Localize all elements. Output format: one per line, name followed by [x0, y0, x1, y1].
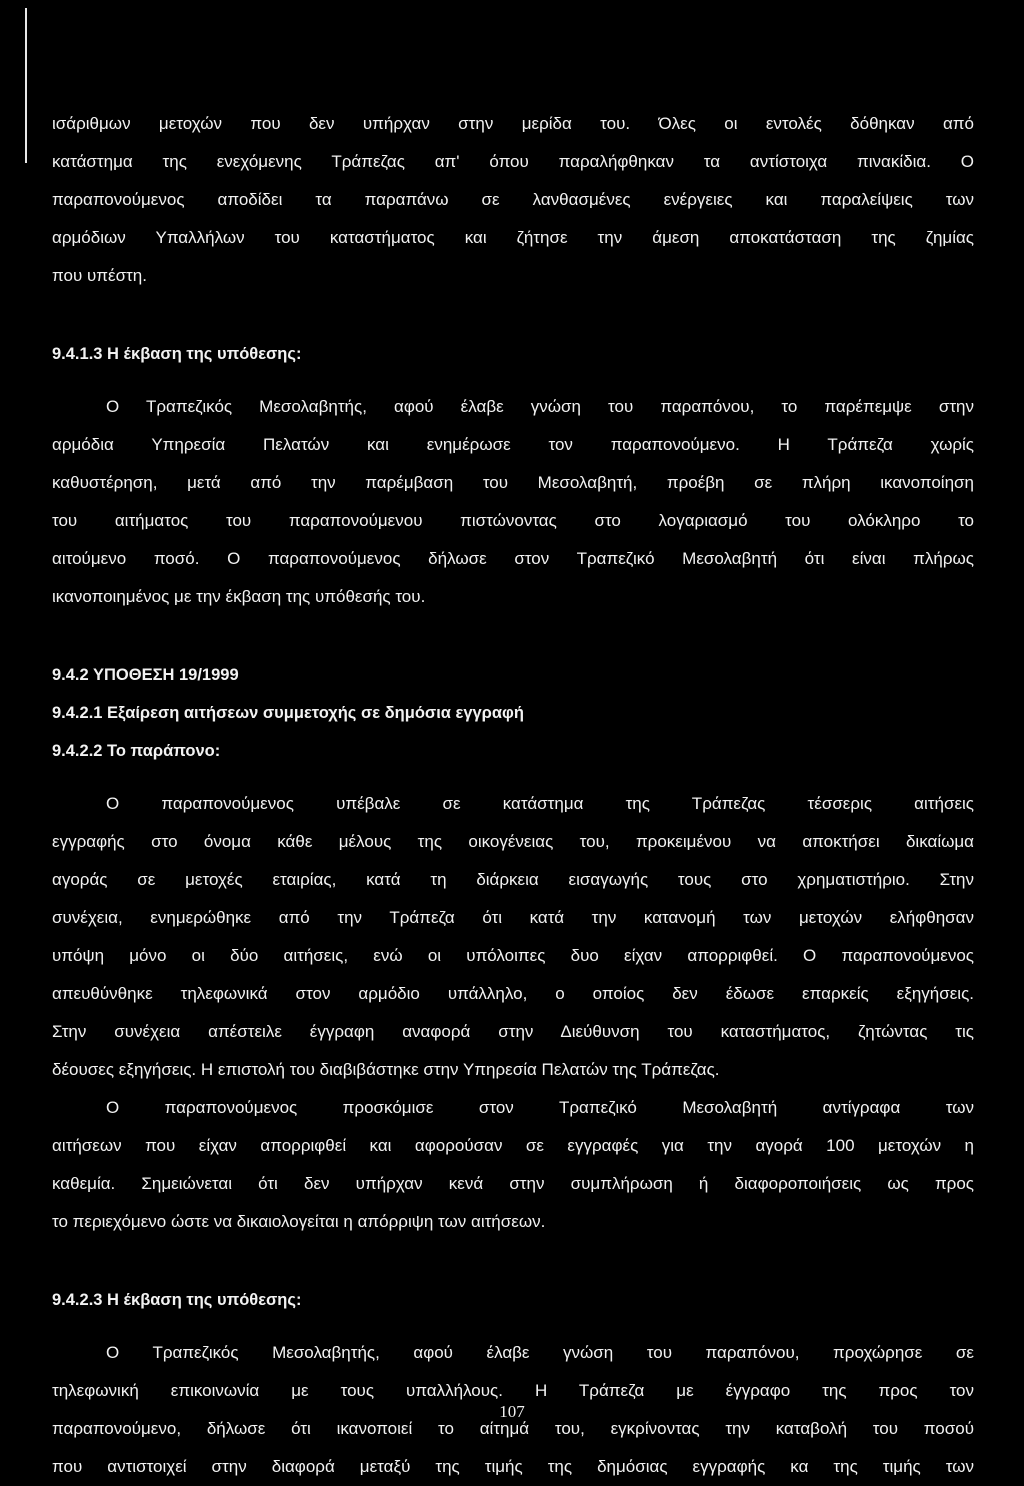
text-line: του αιτήματος του παραπονούμενου πιστώνοντας στο λογαριασμό του ολόκληρο το: [52, 511, 974, 530]
text-line: δέουσες εξηγήσεις. Η επιστολή του διαβιβάστηκε στην Υπηρεσία Πελατών της Τράπεζας.: [52, 1060, 720, 1079]
text-line: το περιεχόμενο ώστε να δικαιολογείται η απόρριψη των αιτήσεων.: [52, 1212, 546, 1231]
text-line: αρμόδια Υπηρεσία Πελατών και ενημέρωσε τον παραπονούμενο. Η Τράπεζα χωρίς: [52, 435, 974, 454]
text-line: απευθύνθηκε τηλεφωνικά στον αρμόδιο υπάλληλο, ο οποίος δεν έδωσε επαρκείς εξηγήσεις.: [52, 984, 974, 1003]
text-line: αγοράς σε μετοχές εταιρίας, κατά τη διάρκεια εισαγωγής τους στο χρηματιστήριο. Στην: [52, 870, 974, 889]
text-line: συνέχεια, ενημερώθηκε από την Τράπεζα ότι κατά την κατανομή των μετοχών ελήφθησαν: [52, 908, 974, 927]
text-line: αρμόδιων Υπαλλήλων του καταστήματος και ζήτησε την άμεση αποκατάσταση της ζημίας: [52, 228, 974, 247]
section-heading-9413: 9.4.1.3 Η έκβαση της υπόθεσης:: [52, 345, 302, 363]
text-line: που υπέστη.: [52, 266, 147, 285]
paragraph-complaint-2: [52, 785, 974, 1089]
margin-rule: [25, 8, 27, 163]
section-heading-9423: 9.4.2.3 Η έκβαση της υπόθεσης:: [52, 1291, 302, 1309]
text-line: εγγραφής στο όνομα κάθε μέλους της οικογένειας του, προκειμένου να αποκτήσει δικαίωμα: [52, 832, 974, 851]
text-line: υπόψη μόνο οι δύο αιτήσεις, ενώ οι υπόλοιπες δυο είχαν απορριφθεί. Ο παραπονούμενος: [52, 946, 974, 965]
text-line: αιτούμενο ποσό. Ο παραπονούμενος δήλωσε στον Τραπεζικό Μεσολαβητή ότι είναι πλήρως: [52, 549, 974, 568]
text-line: ισάριθμων μετοχών που δεν υπήρχαν στην μερίδα του. Όλες οι εντολές δόθηκαν από: [52, 114, 974, 133]
page-number: 107: [499, 1402, 525, 1421]
section-heading-9421: 9.4.2.1 Εξαίρεση αιτήσεων συμμετοχής σε δημόσια εγγραφή: [52, 704, 524, 722]
paragraph-evidence: [52, 1089, 974, 1241]
paragraph-complaint-continued: [52, 105, 974, 295]
document-page: [52, 105, 974, 1486]
text-line: καθεμία. Σημειώνεται ότι δεν υπήρχαν κενά στην συμπλήρωση ή διαφοροποιήσεις ως προς: [52, 1174, 974, 1193]
text-line: Ο παραπονούμενος υπέβαλε σε κατάστημα της Τράπεζας τέσσερις αιτήσεις: [106, 794, 974, 813]
text-line: ικανοποιημένος με την έκβαση της υπόθεσής του.: [52, 587, 426, 606]
text-line: Στην συνέχεια απέστειλε έγγραφη αναφορά στην Διεύθυνση του καταστήματος, ζητώντας τις: [52, 1022, 974, 1041]
text-line: Ο Τραπεζικός Μεσολαβητής, αφού έλαβε γνώση του παραπόνου, προχώρησε σε: [106, 1343, 974, 1362]
text-line: που αντιστοιχεί στην διαφορά μεταξύ της τιμής της δημόσιας εγγραφής κα της τιμής των: [52, 1457, 974, 1476]
text-line: αιτήσεων που είχαν απορριφθεί και αφορούσαν σε εγγραφές για την αγορά 100 μετοχών η: [52, 1136, 974, 1155]
section-heading-9422: 9.4.2.2 Το παράπονο:: [52, 742, 221, 760]
text-line: παραπονούμενο, δήλωσε ότι ικανοποιεί το αίτημά του, εγκρίνοντας την καταβολή του ποσού: [52, 1419, 974, 1438]
section-heading-942: 9.4.2 ΥΠΟΘΕΣΗ 19/1999: [52, 666, 239, 684]
text-line: κατάστημα της ενεχόμενης Τράπεζας απ' όπου παραλήφθηκαν τα αντίστοιχα πινακίδια. Ο: [52, 152, 974, 171]
text-line: Ο Τραπεζικός Μεσολαβητής, αφού έλαβε γνώση του παραπόνου, το παρέπεμψε στην: [106, 397, 974, 416]
text-line: καθυστέρηση, μετά από την παρέμβαση του Μεσολαβητή, προέβη σε πλήρη ικανοποίηση: [52, 473, 974, 492]
text-line: παραπονούμενος αποδίδει τα παραπάνω σε λανθασμένες ενέργειες και παραλείψεις των: [52, 190, 974, 209]
text-line: Ο παραπονούμενος προσκόμισε στον Τραπεζικό Μεσολαβητή αντίγραφα των: [106, 1098, 974, 1117]
paragraph-outcome-1: [52, 388, 974, 616]
text-line: τηλεφωνική επικοινωνία με τους υπαλλήλους. Η Τράπεζα με έγγραφο της προς τον: [52, 1381, 974, 1400]
